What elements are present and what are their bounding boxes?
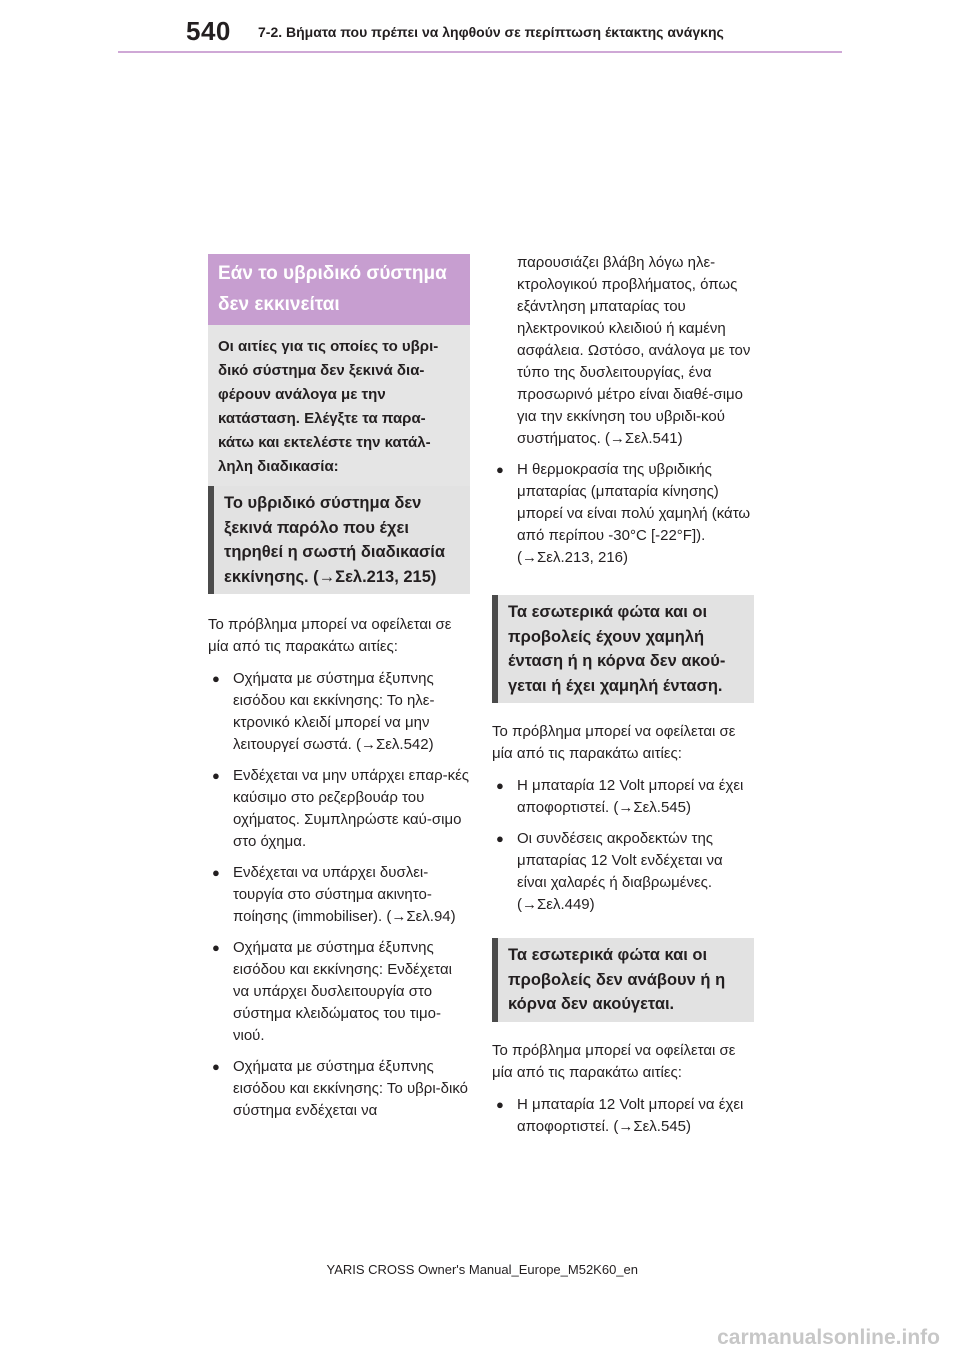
watermark: carmanualsonline.info [717,1326,940,1349]
causes-list-2 [492,1094,754,1138]
sub-heading-dim-lights: Τα εσωτερικά φώτα και οι προβολείς έχουν χαμηλή ένταση ή η κόρνα δεν ακού-γεται ή έχει χαμηλή ένταση. [492,595,754,703]
sub-heading-no-start: Το υβριδικό σύστημα δεν ξεκινά παρόλο που έχει τηρηθεί η σωστή διαδικασία εκκίνησης. (→Σελ.213, 215) [208,486,470,594]
list-item: ● Οι συνδέσεις ακροδεκτών της μπαταρίας 12 Volt ενδέχεται να είναι χαλαρές ή διαβρωμένες. (→Σελ.449) [492,828,754,916]
temperature-list [492,459,754,569]
causes-paragraph-1: Το πρόβλημα μπορεί να οφείλεται σε μία από τις παρακάτω αιτίες: [492,723,736,762]
list-item: ● Η μπαταρία 12 Volt μπορεί να έχει αποφορτιστεί. (→Σελ.545) [492,1094,754,1138]
list-item: ● Οχήματα με σύστημα έξυπνης εισόδου και εκκίνησης: Το ηλε-κτρονικό κλειδί μπορεί να μην λειτουργεί σωστά. (→Σελ.542) [208,668,470,756]
right-content [492,252,754,1147]
left-content [208,486,470,1131]
continued-text: παρουσιάζει βλάβη λόγω ηλε-κτρολογικού προβλήματος, όπως εξάντληση μπαταρίας του ηλεκτρονικού κλειδιού ή καμένη ασφάλεια. Ωστόσο, ανάλογα με τον τύπο της δυσλειτουργίας, ένα προσωρινό μέτρο είναι διαθέ-σιμο για την εκκίνηση του υβριδι-κού συστήματος. (→Σελ.541) [517,254,751,447]
causes-paragraph: Το πρόβλημα μπορεί να οφείλεται σε μία από τις παρακάτω αιτίες: [208,616,452,655]
list-item: ● Οχήματα με σύστημα έξυπνης εισόδου και εκκίνησης: Το υβρι-δικό σύστημα ενδέχεται να [208,1056,470,1122]
section-title: 7-2. Βήματα που πρέπει να ληφθούν σε περίπτωση έκτακτης ανάγκης [258,24,724,40]
intro-box: Οι αιτίες για τις οποίες το υβρι-δικό σύστημα δεν ξεκινά δια-φέρουν ανάλογα με την κατάσταση. Ελέγξτε τα παρα-κάτω και εκτελέστε την κατάλ-ληλη διαδικασία: [208,325,470,491]
list-item: ● Ενδέχεται να μην υπάρχει επαρ-κές καύσιμο στο ρεζερβουάρ του οχήματος. Συμπληρώστε καύ-σιμο στο όχημα. [208,765,470,853]
causes-list-1 [492,775,754,916]
list-item: ● Η μπαταρία 12 Volt μπορεί να έχει αποφορτιστεί. (→Σελ.545) [492,775,754,819]
list-item: ● Ενδέχεται να υπάρχει δυσλει-τουργία στο σύστημα ακινητο-ποίησης (immobiliser). (→Σελ.94) [208,862,470,928]
causes-paragraph-2: Το πρόβλημα μπορεί να οφείλεται σε μία από τις παρακάτω αιτίες: [492,1041,736,1081]
topic-title-box: Εάν το υβριδικό σύστημα δεν εκκινείται [208,254,470,326]
sub-heading-no-lights: Τα εσωτερικά φώτα και οι προβολείς δεν ανάβουν ή η κόρνα δεν ακούγεται. [492,938,754,1022]
list-item: ● Οχήματα με σύστημα έξυπνης εισόδου και εκκίνησης: Ενδέχεται να υπάρχει δυσλειτουργία στο σύστημα κλειδώματος του τιμο-νιού. [208,937,470,1047]
page-number: 540 [186,16,231,46]
header-rule [118,51,842,53]
footer-text: YARIS CROSS Owner's Manual_Europe_M52K60_en [326,1262,638,1277]
causes-list [208,668,470,1122]
list-item: ● Η θερμοκρασία της υβριδικής μπαταρίας (μπαταρία κίνησης) μπορεί να είναι πολύ χαμηλή (κάτω από περίπου -30°C [-22°F]). (→Σελ.213, 216) [492,459,754,569]
